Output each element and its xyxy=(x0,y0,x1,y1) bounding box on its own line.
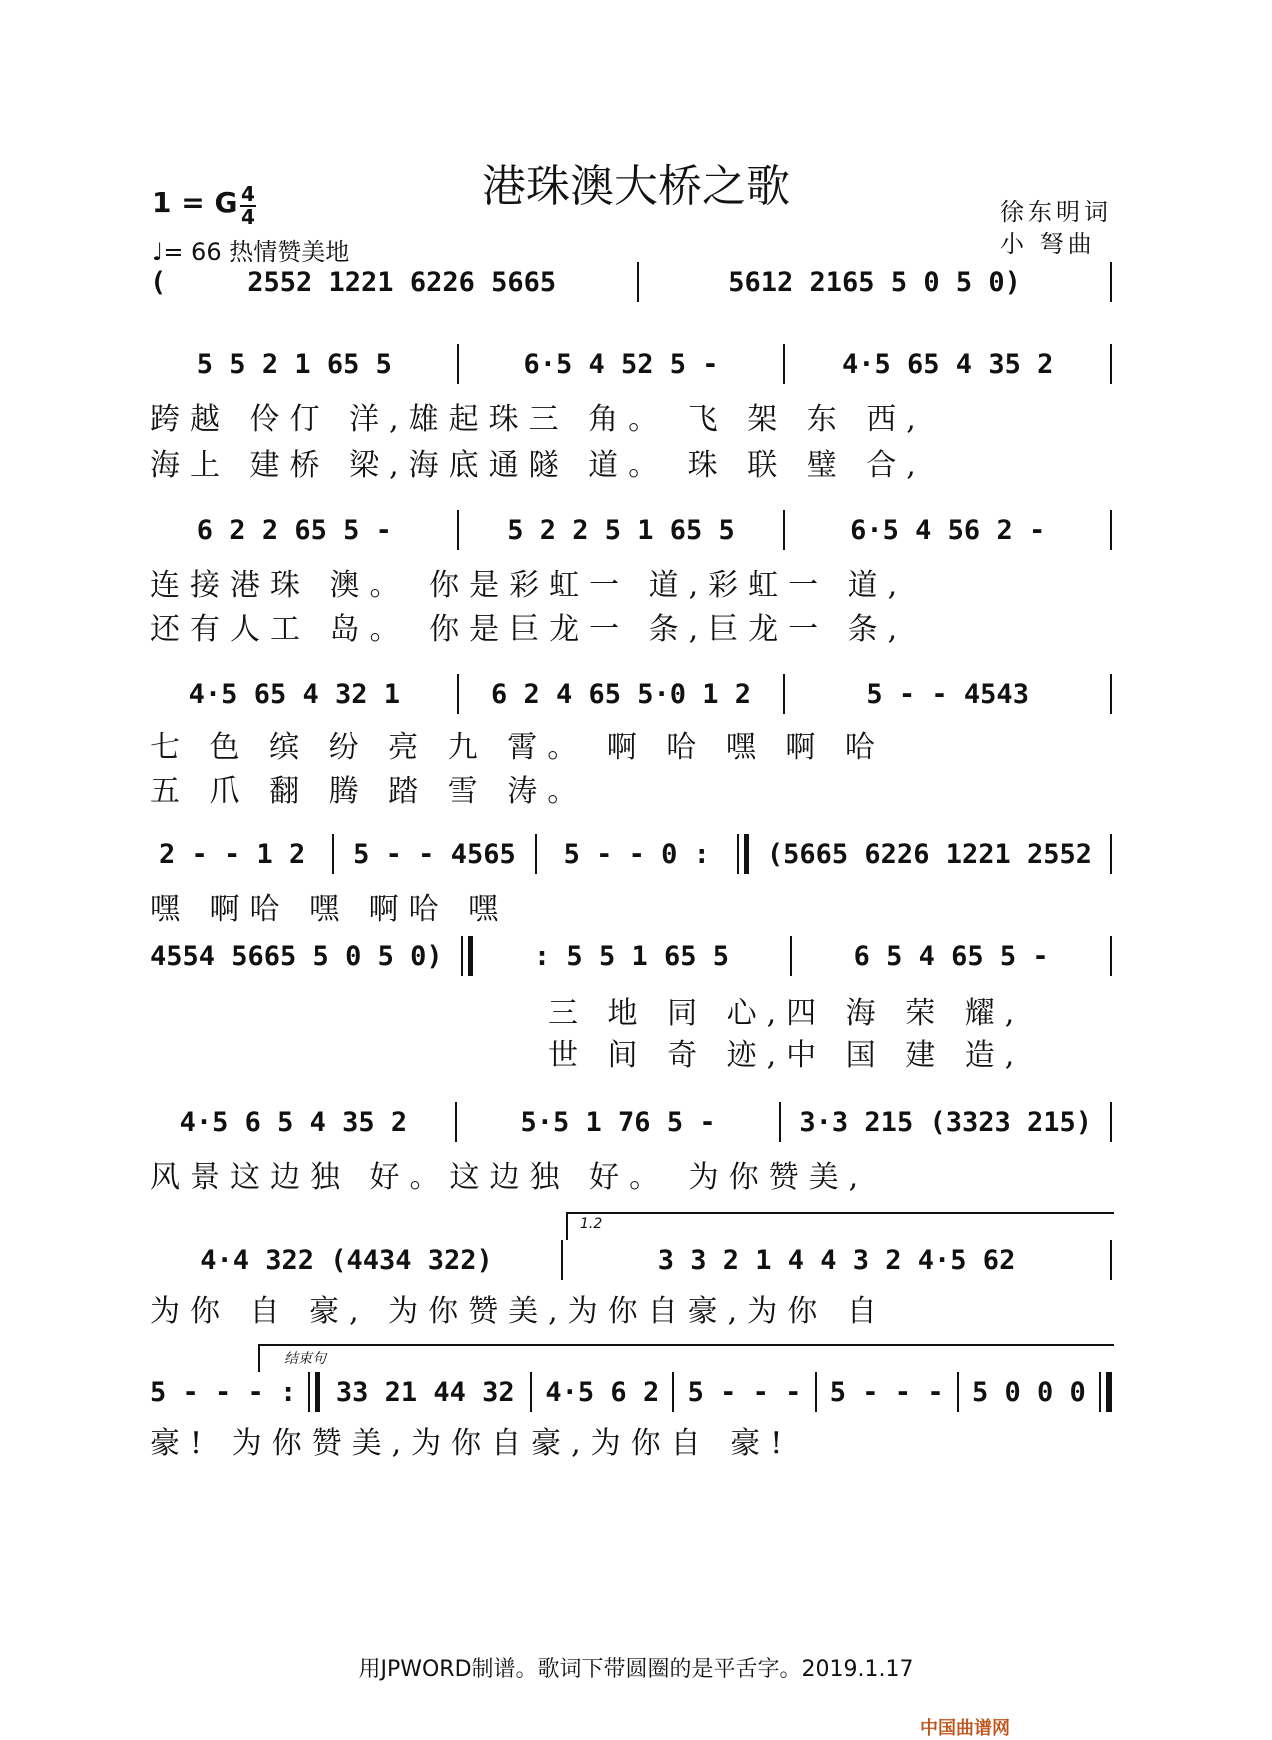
footer-note: 用JPWORD制谱。歌词下带圆圈的是平舌字。2019.1.17 xyxy=(358,1657,914,1682)
measure: 6·5 4 56 2 - xyxy=(850,514,1046,546)
repeat-end-barline xyxy=(737,834,749,874)
barline xyxy=(535,834,537,874)
song-title: 港珠澳大桥之歌 xyxy=(482,161,790,212)
lyric-verse-2: 五 爪 翻 腾 踏 雪 涛。 xyxy=(150,774,588,809)
barline xyxy=(779,1102,781,1142)
barline xyxy=(957,1372,959,1412)
measure-group: 2552 1221 6226 5665 xyxy=(247,266,557,298)
barline xyxy=(1110,262,1112,302)
lyric-verse-1: 七 色 缤 纷 亮 九 霄。 啊 哈 嘿 啊 哈 xyxy=(150,730,885,765)
barline xyxy=(1110,344,1112,384)
barline xyxy=(783,510,785,550)
measure: 4·5 6 2 xyxy=(545,1376,660,1408)
barline xyxy=(530,1372,532,1412)
barline xyxy=(783,674,785,714)
notation-system-6 xyxy=(150,936,1112,976)
lyric-verse-1: 为你 自 豪, 为你赞美,为你自豪,为你 自 xyxy=(150,1294,887,1329)
lyricist-credit: 徐东明词 xyxy=(1000,198,1112,226)
tempo-marking: ♩= 66 热情赞美地 xyxy=(152,238,350,266)
notation-system-9 xyxy=(150,1372,1112,1412)
repeat-start-barline xyxy=(461,936,473,976)
barline xyxy=(561,1240,563,1280)
notation-system-3 xyxy=(150,510,1112,550)
measure: : 5 5 1 65 5 xyxy=(533,940,729,972)
notation-system-4 xyxy=(150,674,1112,714)
lyric-verse-2: 海上 建桥 梁,海底通隧 道。 珠 联 璧 合, xyxy=(150,448,926,483)
time-signature-bottom: 4 xyxy=(241,205,255,229)
measure: 2 - - 1 2 xyxy=(158,838,306,870)
notation-system-1 xyxy=(150,262,1112,302)
measure: 5 - - - xyxy=(829,1376,944,1408)
barline xyxy=(790,936,792,976)
measure: 6 2 2 65 5 - xyxy=(196,514,392,546)
ending-label: 结束句 xyxy=(284,1351,326,1367)
notation-system-2 xyxy=(150,344,1112,384)
barline xyxy=(1110,510,1112,550)
notation-system-7 xyxy=(150,1102,1112,1142)
lyric-verse-1: 跨越 伶仃 洋,雄起珠三 角。 飞 架 东 西, xyxy=(150,402,926,437)
measure: 5 5 2 1 65 5 xyxy=(196,348,392,380)
lyric-verse-1: 三 地 同 心,四 海 荣 耀, xyxy=(548,996,1025,1031)
barline xyxy=(457,510,459,550)
time-signature-top: 4 xyxy=(241,182,255,206)
notes: ( xyxy=(150,266,167,298)
watermark: 中国曲谱网 xyxy=(920,1718,1010,1739)
measure: 5 0 0 0 xyxy=(971,1376,1086,1408)
measure: 5 - - 0 : xyxy=(563,838,710,870)
measure: 5 2 2 5 1 65 5 xyxy=(507,514,735,546)
lyric-verse-2: 世 间 奇 迹,中 国 建 造, xyxy=(548,1038,1025,1073)
time-signature xyxy=(240,184,256,228)
barline xyxy=(1110,834,1112,874)
volta-bracket xyxy=(566,1212,1114,1240)
measure: 33 21 44 32 xyxy=(335,1376,515,1408)
barline xyxy=(1110,1102,1112,1142)
barline xyxy=(815,1372,817,1412)
barline xyxy=(455,1102,457,1142)
volta-label: 1.2 xyxy=(580,1216,603,1232)
measure: 5 - - - xyxy=(687,1376,802,1408)
notation-system-5 xyxy=(150,834,1112,874)
barline xyxy=(672,1372,674,1412)
measure: 4·4 322 (4434 322) xyxy=(200,1244,493,1276)
final-barline xyxy=(1099,1372,1112,1412)
lyric-verse-1: 嘿 啊哈 嘿 啊哈 嘿 xyxy=(150,892,509,927)
measure: 3 3 2 1 4 4 3 2 4·5 62 xyxy=(657,1244,1016,1276)
repeat-end-barline xyxy=(308,1372,320,1412)
measure: 6 5 4 65 5 - xyxy=(853,940,1049,972)
barline xyxy=(457,344,459,384)
measure-group: 5612 2165 5 0 5 0) xyxy=(728,266,1021,298)
composer-credit: 小 弩曲 xyxy=(1000,230,1096,258)
lyric-verse-1: 连接港珠 澳。 你是彩虹一 道,彩虹一 道, xyxy=(150,568,908,603)
measure: 4·5 6 5 4 35 2 xyxy=(179,1106,408,1138)
measure: (5665 6226 1221 2552 xyxy=(766,838,1092,870)
barline xyxy=(457,674,459,714)
ending-bracket xyxy=(258,1344,1114,1372)
measure: 4·5 65 4 32 1 xyxy=(188,678,400,710)
measure: 5 - - 4565 xyxy=(353,838,516,870)
key-signature: 1 = G xyxy=(152,186,238,219)
lyric-verse-1: 风景这边独 好。这边独 好。 为你赞美, xyxy=(150,1160,869,1195)
measure: 5·5 1 76 5 - xyxy=(520,1106,716,1138)
barline xyxy=(1110,674,1112,714)
notation-system-8 xyxy=(150,1240,1112,1280)
measure: 5 - - - : xyxy=(150,1376,297,1408)
barline xyxy=(637,262,639,302)
barline xyxy=(1110,1240,1112,1280)
measure: 4554 5665 5 0 5 0) xyxy=(150,940,443,972)
measure: 3·3 215 (3323 215) xyxy=(799,1106,1093,1138)
measure: 5 - - 4543 xyxy=(866,678,1029,710)
lyric-verse-1: 豪! 为你赞美,为你自豪,为你自 豪! xyxy=(150,1426,793,1461)
barline xyxy=(783,344,785,384)
lyric-verse-2: 还有人工 岛。 你是巨龙一 条,巨龙一 条, xyxy=(150,612,908,647)
measure: 4·5 65 4 35 2 xyxy=(842,348,1054,380)
measure: 6 2 4 65 5·0 1 2 xyxy=(490,678,752,710)
barline xyxy=(1110,936,1112,976)
measure: 6·5 4 52 5 - xyxy=(523,348,719,380)
barline xyxy=(332,834,334,874)
